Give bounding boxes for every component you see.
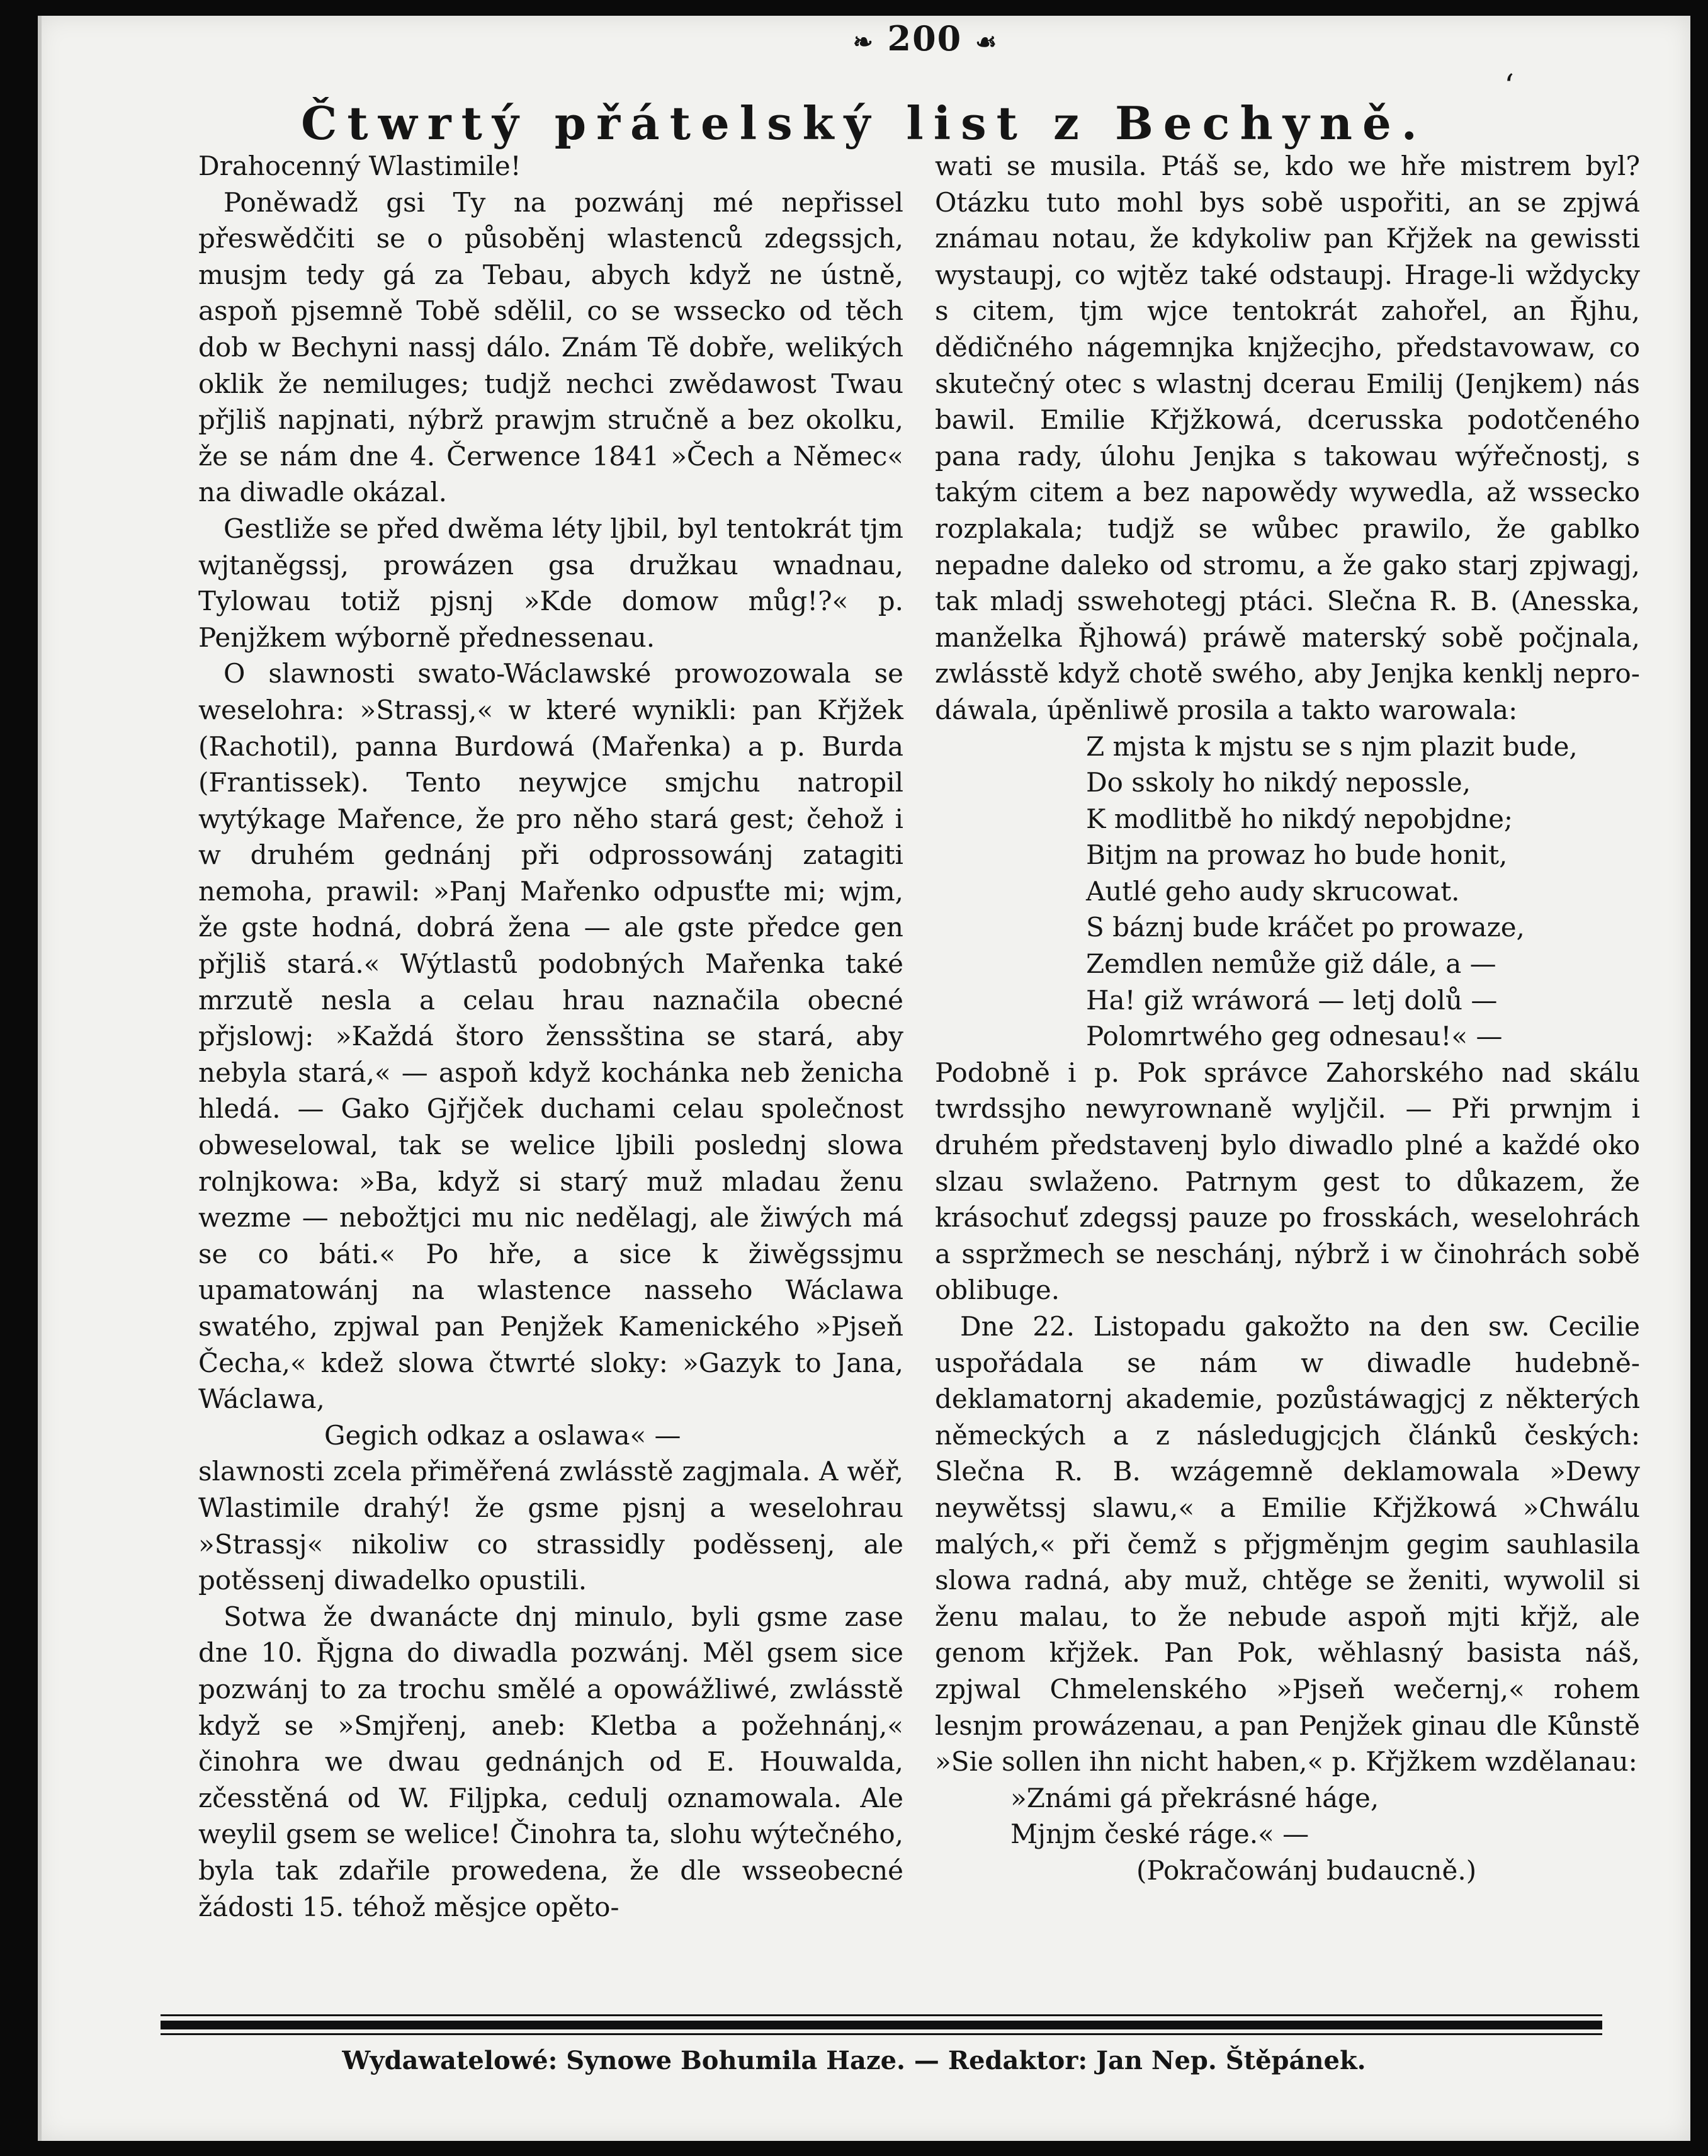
footer-rule-thin-bottom (161, 2033, 1602, 2035)
margin-mark-icon: ʻ (1504, 67, 1514, 104)
ornament-left-icon: ❧ (852, 27, 874, 56)
salutation: Drahocenný Wlastimile! (198, 150, 521, 181)
ornament-right-icon: ☙ (975, 27, 998, 56)
newspaper-page (38, 16, 1690, 2141)
paragraph: Podobně i p. Pok správce Zahorského nad skálu twrdssjho newyrownaně wyljčil. — Při prwnjm i druhém představenj bylo diwadlo plné a každé oko slzau swlaženo. Patrnym gest to důkazem, že krásochuť zdegssj pauze po frosskách, weselohrách a sspržmech se neschánj, nýbrž i w činohrách sobě oblibuge. (935, 1057, 1640, 1306)
paragraph: Poněwadž gsi Ty na pozwánj mé nepřissel přeswědčiti se o působěnj wlastenců zdegssjch, musjm tedy gá za Tebau, abych když ne ústně, aspoň pjsemně Tobě sdělil, co se wssecko od těch dob w Bechyni nassj dálo. Znám Tě dobře, welikých oklik že nemiluges; tudjž nechci zwědawost Twau přjliš napjnati, nýbrž prawjm stručně a bez okolku, že se nám dne 4. Čerwence 1841 »Čech a Němec« na diwadle okázal. (198, 186, 903, 508)
paragraph: Gestliže se před dwěma léty ljbil, byl tentokrát tjm wjtaněgssj, prowázen gsa družkau wnadnau, Tylowau totiž pjsnj »Kde domow můg!?« p. Penjžkem wýborně přednessenau. (198, 513, 903, 653)
verse-line: Gegich odkaz a oslawa« — (324, 1419, 681, 1451)
page-number: 200 (887, 18, 963, 59)
article-title: Čtwrtý přátelský list z Bechyně. (301, 96, 1427, 150)
quote-line: »Známi gá překrásné háge, (1010, 1782, 1379, 1813)
verse-line: Z mjsta k mjstu se s njm plazit bude, (1086, 730, 1578, 762)
verse-line: Autlé geho audy skrucowat. (1086, 875, 1460, 907)
verse-line: Polomrtwého geg odnesau!« — (1086, 1021, 1503, 1052)
page-number-header (781, 18, 1070, 59)
verse-line: Bitjm na prowaz ho bude honit, (1086, 839, 1508, 871)
verse-line: S báznj bude kráčet po prowaze, (1086, 912, 1525, 943)
verse-line: K modlitbě ho nikdý nepobjdne; (1086, 803, 1513, 834)
paragraph: Sotwa že dwanácte dnj minulo, byli gsme zase dne 10. Řjgna do diwadla pozwánj. Měl gsem sice pozwánj to za trochu smělé a opowážliwé, zwlásstě když se »Smjřenj, aneb: Kletba a požehnánj,« činohra we dwau gednánjch od E. Houwalda, zčesstěná od W. Filjpka, cedulj oznamowala. Ale weylil gsem se welice! Činohra ta, slohu wýtečného, byla tak zdařile prowedena, že dle wsseobecné žádosti 15. téhož měsjce opěto- (198, 1601, 903, 1922)
quote-line: Mjnjm české ráge.« — (1010, 1818, 1309, 1850)
continuation-note: (Pokračowánj budaucně.) (1136, 1854, 1477, 1886)
left-column (198, 148, 903, 1925)
verse-line: Zemdlen nemůže giž dále, a — (1086, 948, 1496, 980)
verse-line: Do sskoly ho nikdý nepossle, (1086, 767, 1471, 798)
verse-line: Ha! giž wráworá — letj dolů — (1086, 984, 1498, 1016)
paragraph: slawnosti zcela přiměřená zwlásstě zagjmala. A wěř, Wlastimile drahý! že gsme pjsnj a weselohrau »Strassj« nikoliw co strassidly poděssenj, ale potěssenj diwadelko opustili. (198, 1456, 903, 1596)
paragraph: O slawnosti swato-Wáclawské prowozowala se weselohra: »Strassj,« w které wynikli: pan Křjžek (Rachotil), panna Burdowá (Mařenka) a p. Burda (Frantissek). Tento neywjce smjchu natropil wytýkage Mařence, že pro něho stará gest; čehož i w druhém gednánj při odprossowánj zatagiti nemoha, prawil: »Panj Mařenko odpusťte mi; wjm, že gste hodná, dobrá žena — ale gste předce gen přjliš stará.« Wýtlastů podobných Mařenka také mrzutě nesla a celau hrau naznačila obecné přjslowj: »Každá štoro ženssština se stará, aby nebyla stará,« — aspoň když kochánka neb ženicha hledá. — Gako Gjřjček duchami celau společnost obweselowal, tak se welice ljbili poslednj slowa rolnjkowa: »Ba, když si starý muž mladau ženu wezme — nebožtjci mu nic nedělagj, ale žiwých má se co báti.« Po hře, a sice k žiwěgssjmu upamatowánj na wlastence nasseho Wáclawa swatého, zpjwal pan Penjžek Kamenického »Pjseň Čecha,« kdež slowa čtwrté sloky: »Gazyk to Jana, Wáclawa, (198, 658, 903, 1415)
footer-rule-thick (161, 2021, 1602, 2029)
right-column (935, 148, 1640, 1889)
paragraph: Dne 22. Listopadu gakožto na den sw. Cecilie uspořádala se nám w diwadle hudebně-deklamatornj akademie, pozůstáwagjcj z některých německých a z následugjcjch článků českých: Slečna R. B. wzágemně deklamowala »Dewy neywětssj slawu,« a Emilie Křjžkowá »Chwálu malých,« při čemž s přjgměnjm gegim sauhlasila slowa radná, aby muž, chtěge se ženiti, wywolil si ženu malau, to že nebude aspoň mjti křjž, ale genom křjžek. Pan Pok, wěhlasný basista náš, zpjwal Chmelenského »Pjseň wečernj,« rohem lesnjm prowázenau, a pan Penjžek ginau dle Kůnstě »Sie sollen ihn nicht haben,« p. Křjžkem wzdělanau: (935, 1311, 1640, 1778)
paragraph: wati se musila. Ptáš se, kdo we hře mistrem byl? Otázku tuto mohl bys sobě uspořiti, an se zpjwá známau notau, že kdykoliw pan Křjžek na gewissti wystaupj, co wjtěz také odstaupj. Hrage-li wždycky s citem, tjm wjce tentokrát zahořel, an Řjhu, dědičného nágemnjka knjžecjho, představowaw, co skutečný otec s wlastnj dcerau Emilij (Jenjkem) nás bawil. Emilie Křjžkowá, dcerusska podotčeného pana rady, úlohu Jenjka s takowau wýřečnostj, s takým citem a bez napowědy wywedla, až wssecko rozplakala; tudjž se wůbec prawilo, že gablko nepadne daleko od stromu, a že gako starj zpjwagj, tak mladj sswehotegj ptáci. Slečna R. B. (Anesska, manželka Řjhowá) práwě materský sobě počjnala, zwlásstě když chotě swého, aby Jenjka kenklj neprodáwala, úpěnliwě prosila a takto warowala: (935, 150, 1640, 725)
footer-rule-thin-top (161, 2014, 1602, 2016)
publisher-footer: Wydawatelowé: Synowe Bohumila Haze. — Redaktor: Jan Nep. Štěpánek. (342, 2046, 1366, 2075)
page-binding-edge (38, 16, 42, 2141)
